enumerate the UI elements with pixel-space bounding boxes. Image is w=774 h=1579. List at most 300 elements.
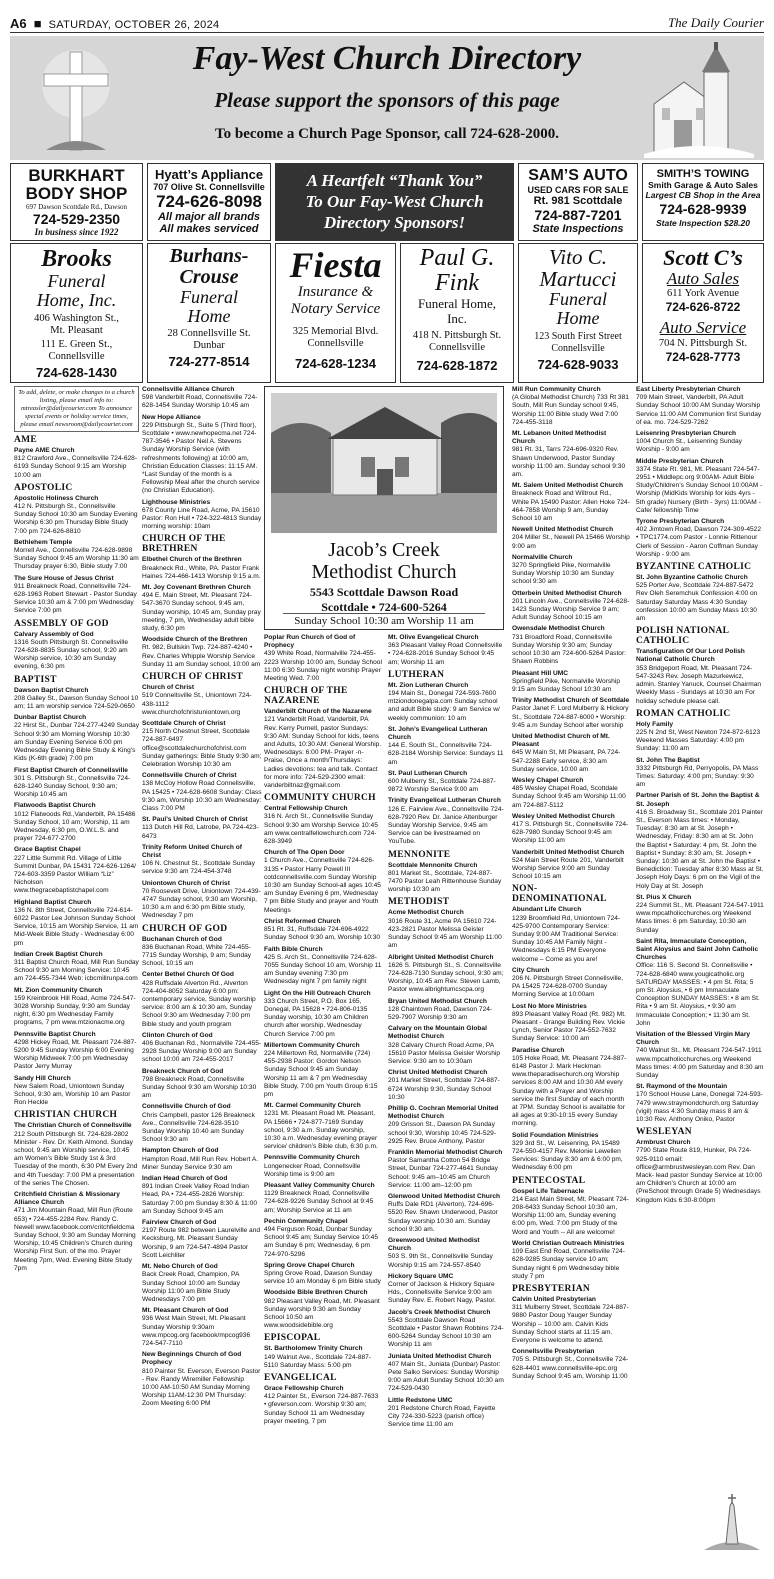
church-listing (512, 1296, 630, 1345)
scott-name: Scott C’s (663, 245, 743, 270)
church-name: The Sure House of Jesus Christ (14, 574, 114, 582)
church-listing (14, 1031, 139, 1072)
scott-line-2: Auto Sales (666, 269, 740, 288)
church-name: Buchanan Church of God (142, 935, 222, 943)
church-details: Breakneck Rd., White, PA. Pastor Frank Haines 724-466-1413 Worship 9:15 a.m. (142, 564, 261, 580)
jacobs-creek-divider (283, 613, 485, 614)
brooks-ad (10, 243, 143, 383)
church-listing (636, 1083, 764, 1124)
church-listing (512, 1188, 630, 1237)
church-name: Solid Foundation Ministries (512, 1131, 599, 1139)
church-details: 1 Church Ave., Connellsville 724-626-3135 • Pastor Harry Powell III cotdconnellsville.com Sunday Worship 10:30 am Sunday School-all ages 10:45 am Sunday Evening 6 pm, Wednesday 7 pm Bible Study and prayer and Youth Meetings (264, 857, 381, 914)
church-name: Mt. Pleasant Church of God (142, 1307, 229, 1315)
church-name: Visitation of the Blessed Virgin Mary Church (636, 1031, 751, 1047)
church-name: Partner Parish of St. John the Baptist & St. Joseph (636, 792, 760, 808)
thank-you-ad (275, 163, 514, 241)
church-name: Calvary Assembly of God (14, 630, 94, 638)
church-details: 705 S. Pittsburgh St., Connellsville 724-628-4401 www.connellsville-epc.org Sunday School 9:45 am, Worship 11:00 (512, 1356, 629, 1380)
church-details: 363 Pleasant Valley Road Connellsville • 724-628-2016 Sunday School 9:45 am; Worship 11 am (388, 642, 503, 666)
church-details: 812 Crawford Ave., Connellsville 724-628-6193 Sunday School 9:15 am Worship 10:00 am (14, 455, 138, 479)
smith-tagline: State Inspection $28.20 (655, 218, 750, 228)
church-listing (142, 1307, 262, 1348)
church-listing (512, 482, 630, 523)
church-details: 214 East Main Street, Mt. Pleasant 724-208-6433 Sunday School 10:30 am, Worship 11:00 am, Sunday evening 6:00 pm, Wed. 7:00 pm Study of the Word and Youth -- All are welcome! (512, 1195, 629, 1236)
scott-phone-2: 724-628-7773 (665, 350, 741, 364)
brooks-address-2: Mt. Pleasant (50, 325, 103, 336)
church-listing (512, 430, 630, 479)
directory-title: Fay-West Church Directory (192, 40, 582, 77)
church-name: Church of The Open Door (264, 849, 345, 857)
church-name: Mt. Joy Covenant Brethren Church (142, 584, 251, 592)
section-heading: CHURCH OF THE NAZARENE (264, 686, 348, 707)
church-listing (14, 539, 139, 572)
church-name: Newell United Methodist Church (512, 526, 614, 534)
church-listing (14, 1075, 139, 1108)
section-heading: ASSEMBLY OF GOD (14, 618, 109, 629)
church-listing (388, 1273, 504, 1306)
church-details: Corner of Jackson & Hickory Square Hds., Connellsville Service 9:00 am Sunday Rev. E. Robert Nagy, Pastor. (388, 1281, 496, 1305)
church-name: Indian Creek Baptist Church (14, 950, 103, 958)
brooks-name: Brooks (41, 246, 112, 272)
church-name: St. John Byzantine Catholic Church (636, 574, 748, 582)
church-details: 3332 Pittsburgh Rd, Perryopolis, PA Mass Times: Saturday: 4:00 pm; Sunday: 9:30 am (636, 764, 759, 789)
church-listing (388, 1105, 504, 1146)
vito-name: Vito C. (549, 245, 607, 269)
church-details: Office: 116 S. Second St. Connellsville • 724-628-6840 www.yougicatholic.org SATURDAY MASSES: • 4 pm St. Rita; 5 pm St. Aloysius, • 6 pm Immaculate Conception SUNDAY MASSES: • 8 am St. Rita • 9 am St. Aloysius, • 9:30 am Immaculate Conception; • 11:30 am St. John (636, 962, 760, 1027)
church-listing (636, 894, 764, 935)
church-listing (142, 880, 262, 921)
church-listing (388, 954, 504, 995)
church-name: Franklin Memorial Methodist Church (388, 1148, 503, 1156)
church-details: 709 Main Street, Vanderbilt, PA Adult Sunday School 10:00 AM Sunday Worship Service 11:00 AM Communion first Sunday of ea. mo. 724-529-7262 (636, 394, 762, 426)
church-listing (264, 1218, 382, 1259)
paulg-line-4: Inc. (447, 311, 467, 326)
church-name: Uniontown Church of Christ (142, 879, 230, 887)
church-listing (512, 590, 630, 623)
church-details: 121 Vanderbilt Road, Vanderbilt, PA Rev. Kerry Purnell, pastor Sundays: 9:30 AM: Sunday School for kids, teens and Adults, 10:30 AM: General Worship. Wednesdays: 6:00 PM- Prayer -n- Praise, Once a month/Thursdays: Ladies devotions: tea and talk. Contact for more info: 724-529-2300 email: vanderbiltnaz@gmail.com (264, 716, 382, 790)
church-details: 485 Wesley Chapel Road, Scottdale Sunday School 9:45 am Worship 11:00 am 724-887-5112 (512, 785, 626, 809)
church-listing (636, 1139, 764, 1205)
church-details: 353 Bridgeport Road, Mt. Pleasant 724-547-3243 Rev. Joseph Mazurkewicz, admin. Stanley Yanuck, Counsel Chairman Weekly Mass - Sundays at 10:30 am For holiday schedule please call. (636, 664, 762, 705)
hyatt-line-2: All makes serviced (159, 223, 259, 235)
church-listing (636, 574, 764, 623)
section-heading: PENTECOSTAL (512, 1175, 586, 1186)
church-name: Calvary on the Mountain Global Methodist Church (388, 1025, 487, 1041)
church-details: 503 S. 9th St., Connellsville Sunday Worship 9:15 am 724-557-8540 (388, 1253, 493, 1269)
church-listing (14, 575, 139, 616)
church-details: 494 Ferguson Road, Dunbar Sunday School 9:45 am; Sunday Service 10:45 am Sunday 6 pm; Wednesday, 6 pm 724-970-5296 (264, 1226, 378, 1258)
church-name: Mt. Nebo Church of God (142, 1263, 218, 1271)
church-listing (512, 1003, 630, 1044)
burkhart-tagline: In business since 1922 (34, 227, 119, 237)
section-heading: CHURCH OF THE BRETHREN (142, 534, 226, 555)
church-listing (636, 938, 764, 1028)
newspaper-name: The Daily Courier (667, 15, 764, 30)
sponsor-row-2 (10, 243, 764, 383)
church-name: New Beginnings Church of God Prophecy (142, 1351, 242, 1367)
church-name: Calvin United Presbyterian (512, 1295, 596, 1303)
church-listing (142, 1068, 262, 1101)
section-heading: BAPTIST (14, 674, 57, 685)
church-listing (142, 720, 262, 769)
church-details: 170 School House Lane, Donegal 724-593-7479 www.straymondchurch.org Saturday (vigil) mass 4:30 Sunday mass 8 am & 10:30 Rev. Anthony Oniko, Pastor (636, 1091, 763, 1124)
section-heading: LUTHERAN (388, 669, 445, 680)
listing-column-4 (388, 634, 504, 1576)
church-name: Poplar Run Church of God of Prophecy (264, 634, 356, 650)
smith-line-1: Smith Garage & Auto Sales (648, 180, 758, 190)
church-details: 215 North Chestnut Street, Scottdale 724-887-6497 office@scottdalechurchofchrist.com Sunday gatherings: Bible Study 9:30 am; Celebration Worship 10:30 am (142, 728, 262, 768)
page-date: SATURDAY, OCTOBER 26, 2024 (48, 18, 220, 31)
church-listing (14, 899, 139, 948)
church-details: Morrell Ave., Connellsville 724-628-9898 Sunday School 9:45 am Worship 11:30 am Thursday prayer 6:30, Bible study 7:00 (14, 547, 139, 571)
church-name: Trinity Methodist Church of Scottdale (512, 697, 630, 705)
church-name: Transfiguration Of Our Lord Polish National Catholic Church (636, 648, 745, 664)
section-heading: CHURCH OF CHRIST (142, 672, 244, 683)
hyatt-name: Hyatt’s Appliance (154, 167, 264, 182)
church-name: Dunbar Baptist Church (14, 714, 87, 722)
church-listing (142, 1219, 262, 1260)
church-details: 225 N 2nd St, West Newton 724-872-6123 Weekend Masses Saturday: 4:00 pm Sunday: 11:00 am (636, 728, 761, 753)
church-details: 412 Painter St., Everson 724-887-7633 • gfeverson.com. Worship 9:30 am; Sunday School 11 am Wednesday prayer meeting, 7 pm (264, 1393, 379, 1425)
brooks-line-2: Funeral (47, 271, 106, 291)
smith-line-2: Largest CB Shop in the Area (645, 190, 761, 200)
church-listing (264, 1042, 382, 1099)
church-details: 113 Dutch Hill Rd, Latrobe, PA 724-423-6473 (142, 824, 259, 840)
church-listing (512, 777, 630, 810)
church-details: 678 County Line Road, Acme, PA 15610 Pastor: Ron Hull • 724-322-4813 Sunday morning worship: 10am (142, 506, 262, 531)
sams-tagline: State Inspections (532, 223, 624, 235)
church-details: 301 S. Pittsburgh St., Connellsville 724-628-1240 Sunday School, 9:30 am; Worship 10:45 am (14, 774, 131, 799)
church-details: 425 S. Arch St., Connellsville 724-628-7055 Sunday School 10 am, Worship 11 am Sunday evening 7:30 pm Wednesday night 7 pm family night (264, 953, 382, 986)
church-listing (264, 1154, 382, 1179)
church-details: 1129 Breakneck Road, Connellsville 724-628-9226 Sunday School at 9:45 am; Worship Service at 11 am (264, 1190, 374, 1214)
church-details: 136 N. 8th Street, Connellsville 724-614-6022 Pastor Lee Johnson Sunday School Service, 10:15 am Worship Service, 11 am Mid-Week Bible Study - Wednesday 6:00 pm (14, 906, 139, 947)
church-listing (142, 556, 262, 581)
church-name: Albright United Methodist Church (388, 953, 494, 961)
church-listing (142, 499, 262, 532)
paulg-line-3: Funeral Home, (418, 296, 496, 311)
section-heading: NON-DENOMINATIONAL (512, 884, 607, 905)
church-details: Breakneck Road and Wiltrout Rd., White PA 15490 Pastor: Allen Hoke 724-464-7858 Worship 9 am, Sunday School 10 am (512, 490, 630, 523)
church-listing (512, 1047, 630, 1129)
page-info (10, 16, 219, 31)
church-details: 224 Millertown Rd, Normalville (724) 455-2938 Pastor: Gordon Nelson Sunday School 9:45 am Sunday Worship 11 am & 7 pm Wednesday Bible Study, 7:00 pm Youth Group 6:15 pm (264, 1049, 378, 1098)
church-name: Pechin Community Chapel (264, 1217, 348, 1225)
church-name: Little Redstone UMC (388, 1396, 453, 1404)
church-listing (512, 670, 630, 695)
church-listing (512, 967, 630, 1000)
church-details: 109 East End Road, Connellsville 724-628-9285 Sunday service 10 am; Sunday night 6 pm Wednesday bible study 7 pm (512, 1248, 625, 1280)
church-name: Woodside Bible Brethren Church (264, 1289, 368, 1297)
church-name: Mt. Lebanon United Methodist Church (512, 430, 607, 446)
burhans-address-2: Dunbar (193, 340, 225, 351)
church-name: Armbrust Church (636, 1139, 691, 1147)
church-listing (14, 1191, 139, 1273)
church-name: St. John’s Evangelical Lutheran Church (388, 725, 488, 742)
church-details: 229 Pittsburgh St., Suite 5 (Third floor), Scottdale • www.newhopecma.net 724-787-3546 • Pastor Neil A. Stevens Sunday Worship Service (with refreshments following) at 10:00 am, Christian Education Classes: 11:15 AM. *Last Sunday of the month is a Fellowship Meal after the church service (no Christian Education). (142, 421, 260, 495)
listing-note: To add, delete, or make changes to a church listing, please email info to: mtreasler@dailycourier.com To announce special events or holiday service times, please email newsroom@dailycourier.com (14, 386, 139, 432)
church-name: St. Pius X Church (636, 893, 692, 901)
church-name: St. Paul’s United Church of Christ (142, 816, 248, 824)
church-listing (142, 684, 262, 717)
church-details: 439 White Road, Normalville 724-455-2223 Worship 10:00 am, Sunday School 11:00 6:30 Sunday night worship Prayer Meeting Wed. 7:00 (264, 650, 382, 683)
church-listing (142, 971, 262, 1028)
church-details: 3016 Route 31, Acme PA 15610 724-423-2821 Pastor Melissa Geisler Sunday School 9:45 am Worship 11:00 am (388, 917, 502, 950)
church-details: 194 Main St., Donegal 724-593-7600 mtziondonegalpa.com Sunday school and adult Bible study: 9 am Service w/ weekly communion: 10 am (388, 690, 500, 722)
church-name: Glenwood United Methodist Church (388, 1192, 501, 1200)
church-name: Light On the Hill Outreach Church (264, 989, 371, 997)
church-details: (A Global Methodist Church) 733 Rt 381 South, Mill Run Sunday school 9:45, Worship 11:00 Bible study Wed 7:00 724-455-3118 (512, 394, 629, 426)
church-name: Dawson Baptist Church (14, 686, 89, 694)
vito-line-3: Funeral (549, 289, 607, 309)
church-details: 598 Vanderbilt Road, Connellsville 724-628-1454 Sunday Worship 10:45 am (142, 394, 258, 410)
church-listing (142, 844, 262, 877)
church-listing (264, 1289, 382, 1330)
paulg-line-2: Fink (435, 270, 479, 296)
church-listing (14, 495, 139, 536)
sponsor-phone-line: To become a Church Page Sponsor, call 724-628-2000. (214, 126, 560, 142)
church-name: Abundant Life Church (512, 906, 582, 914)
church-name: Trinity Reform United Church of Christ (142, 843, 243, 859)
church-details: 416 S. Broadway St., Scottdale 201 Painter St., Everson Mass times: • Monday, Tuesday: 8:30 am at St. Joseph • Wednesday, Friday: 8:30 am at St. John the Baptist • Saturday: 4 pm, St. John the Baptist • Sunday: 8:30 am, St. Joseph • Sunday: 10:30 am at St. John the Baptist • Benediction: Tuesday after 8:30 Mass at St. Joseph Holy Days: 6 pm on the Vigil of the Holy Day at St. Joseph (636, 808, 764, 890)
fiesta-phone: 724-628-1234 (295, 356, 376, 371)
church-listing (264, 849, 382, 915)
scott-address-1: 611 York Avenue (666, 288, 740, 299)
burhans-name: Burhans- (169, 245, 249, 267)
church-listing (14, 687, 139, 712)
section-heading: BYZANTINE CATHOLIC (636, 562, 752, 573)
church-details: 645 W Main St, Mt Pleasant, PA 724-547-2288 Early service, 8:30 am Sunday service, 10:00 am (512, 749, 621, 773)
church-name: Clinton Church of God (142, 1031, 213, 1039)
church-details: 201 Lincoln Ave., Connellsville 724-628-1423 Sunday Worship Service 9 am; Adult Sunday School 10:15 am (512, 597, 630, 622)
brooks-phone: 724-628-1430 (36, 365, 117, 380)
section-heading: EVANGELICAL (264, 1373, 337, 1384)
church-listing (264, 708, 382, 790)
jacobs-creek-name-1: Jacob’s Creek (328, 539, 440, 561)
church-details: 525 Porter Ave, Scottdale 724-887-5472 Rev Oleh Seremchuk Confession 4:00 on Saturday Saturday Mass 4:30 Sunday confession 10:00 am Sunday Mass 10:30 am (636, 582, 758, 623)
brooks-address-1: 406 Washington St., (34, 313, 119, 324)
church-name: First Baptist Church of Connellsville (14, 766, 128, 774)
church-name: Grace Baptist Chapel (14, 846, 81, 854)
church-listing (14, 714, 139, 763)
church-name: Christ Reformed Church (264, 917, 341, 925)
church-details: Springfield Pike, Normalville Worship 9:15 am Sunday School 10:30 am (512, 677, 620, 693)
church-name: Bethlehem Temple (14, 538, 73, 546)
church-listing (636, 792, 764, 890)
church-photo-icon (271, 393, 497, 533)
church-name: Jacob’s Creek Methodist Church (388, 1308, 491, 1316)
section-heading: METHODIST (388, 897, 450, 908)
church-listing (14, 767, 139, 800)
church-details: 106 N. Chestnut St., Scottdale Sunday service 9:30 am 724-454-3748 (142, 860, 255, 876)
burhans-line-2: Crouse (179, 266, 239, 288)
church-listing (142, 1103, 262, 1144)
church-name: Lighthouse Ministries (142, 498, 211, 506)
burkhart-phone: 724-529-2350 (32, 211, 121, 227)
fiesta-line-3: Notary Service (290, 301, 381, 317)
church-details: 1316 South Pittsburgh St. Connellsville 724-628-8835 Sunday school, 9:20 am Worship service, 10:30 am Sunday evening, 6:30 pm (14, 638, 128, 671)
church-listing (14, 631, 139, 672)
scott-address-2: 704 N. Pittsburgh St. (658, 338, 748, 349)
listing-column-2 (142, 386, 262, 1576)
church-details: 3374 State Rt. 981, Mt. Pleasant 724-547-2951 • Middlepc.org 9:00AM- Adult Bible Study/Children’s Sunday School 10:00AM - Worship (MidKids Worship for kids 4yrs - 5th grade) Nursery (Birth - 3yrs) 11:00AM - Cafe/ fellowship Time (636, 465, 763, 514)
church-details: 311 Mulberry Street, Scottdale 724-887-9880 Pastor Doug Yauger Sunday Worship -- 10:00 am. Calvin Kids Sunday School starts at 11:15 am. Everyone is welcome to attend. (512, 1304, 629, 1344)
church-details: 311 Baptist Church Road, Mill Run Sunday School 9:30 am Morning Service: 10:45 am 724-455-7344 Web: icbcmillrunpa.com (14, 958, 139, 983)
church-listing (388, 862, 504, 895)
fiesta-name: Fiesta (289, 245, 382, 285)
jacobs-creek-address (265, 585, 503, 615)
listing-column-5 (512, 386, 630, 1576)
church-name: Otterbein United Methodist Church (512, 589, 622, 597)
brooks-line-3: Home, Inc. (36, 290, 117, 310)
church-details: 836 Buchanan Road, White 724-455-7715 Sunday Worship, 9 am; Sunday School, 10:15 am (142, 943, 252, 968)
jacobs-creek-street: 5543 Scottdale Dawson Road (309, 585, 459, 599)
church-listing (636, 721, 764, 754)
church-name: Saint Rita, Immaculate Conception, Saint Aloysius and Saint John Catholic Churches (636, 937, 759, 962)
church-name: Mt. Carmel Community Church (264, 1102, 361, 1110)
church-name: Middle Presbyterian Church (636, 457, 724, 465)
church-name: United Methodist Church of Mt. Pleasant (512, 732, 610, 749)
church-details: 519 Connellsville St., Uniontown 724-438-1112 www.churchofchristuniontown.org (142, 692, 252, 716)
section-heading: CHRISTIAN CHURCH (14, 1110, 118, 1121)
church-name: New Hope Alliance (142, 413, 201, 421)
vito-address-1: 123 South First Street (534, 331, 622, 342)
church-name: Faith Bible Church (264, 945, 323, 953)
burhans-address-1: 28 Connellsville St. (167, 328, 251, 339)
smith-name: SMITH’S TOWING (656, 168, 750, 180)
church-details: 982 Pleasant Valley Road, Mt. Pleasant Sunday worship 9:30 am Sunday School 10:50 am www.woodsidebible.org (264, 1297, 380, 1330)
church-listing (512, 386, 630, 427)
fiesta-address-1: 325 Memorial Blvd. (292, 326, 379, 337)
church-name: Fairview Church of God (142, 1219, 217, 1227)
church-listing (264, 918, 382, 943)
church-name: Spring Grove Chapel Church (264, 1261, 355, 1269)
church-listing (14, 846, 139, 895)
church-name: Millertown Community Church (264, 1041, 360, 1049)
church-name: Connellsville Presbyterian (512, 1348, 595, 1356)
church-details: 936 West Main Street, Mt. Pleasant Sunday Worship 9:30am www.mpcog.org facebook/mpcog936 724-547-7110 (142, 1315, 251, 1347)
church-listing (512, 1240, 630, 1281)
vito-phone: 724-628-9033 (537, 357, 619, 372)
church-details: 798 Breakneck Road, Connellsville Sunday School 9:30 am Worship 10:30 am (142, 1075, 257, 1100)
church-details: 600 Mulberry St., Scottdale 724-887-9872 Worship Service 9:00 am (388, 778, 496, 794)
church-name: Critchfield Christian & Missionary Alliance Church (14, 1191, 120, 1207)
church-details: 471 Jim Mountain Road, Mill Run (Route 653) • 724-455-2284 Rev. Randy C. Newell www.facebook.com/critchfieldcma Sunday School, 9:30 am Sunday Morning Worship, 10:45 Children’s Church during Worship First Sun. of the mo. Prayer Meeting 7pm, Wed. Evening Bible Study 7pm (14, 1207, 136, 1272)
church-listing (388, 1397, 504, 1430)
church-details: 126 E. Fairview Ave., Connellsville 724-628-7920 Rev. Dr. Janice Altenburger Sunday Worship Service, 9:45 am Service can be livestreamed on YouTube. (388, 805, 504, 846)
church-listing (388, 998, 504, 1023)
church-details: 333 Church Street, P.O. Box 165, Donegal, PA 15628 • 724-806-0135 Sunday worship, 10:30 am Children church after worship. Wednesday Church Service 7:00 pm (264, 997, 369, 1038)
church-details: 851 Rt. 31, Ruffsdale 724-696-4922 Sunday School 9:30 am, Worship 10:30 (264, 926, 381, 942)
church-name: Connellsville Church of Christ (142, 772, 237, 780)
sams-line-1: USED CARS FOR SALE (527, 185, 629, 195)
church-listing (636, 430, 764, 455)
church-listing (264, 990, 382, 1039)
church-details: 407 Main St., Juniata (Dunbar) Pastor: Pete Salko Services: Sunday Worship 9:00 am Adult Sunday School 10:30 am 724-529-0430 (388, 1360, 504, 1393)
jacobs-creek-hours: Sunday School 10:30 am Worship 11 am (294, 615, 474, 627)
church-listing (388, 770, 504, 795)
church-details: 406 Buchanan Rd., Normalville 724-455-2928 Sunday Worship 9:00 am Sunday school 10:00 am 724-455-2017 (142, 1040, 262, 1064)
hyatt-line-1: All major all brands (157, 211, 261, 223)
church-name: St. Raymond of the Mountain (636, 1083, 728, 1091)
church-details: 159 Kreinbrook Hill Road, Acme 724-547-3028 Worship Sunday, 9:30 am Sunday night, 6:30 pm Wednesday Family programs, 7 pm www.mtzionacme.org (14, 994, 136, 1027)
church-details: Chris Campbell, pastor 126 Breakneck Ave., Connellsville 724-628-3510 Sunday Worship 10:40 am Sunday School 9:30 am (142, 1111, 255, 1144)
church-listing (264, 946, 382, 987)
church-listing (264, 634, 382, 683)
church-details: 810 Painter St. Everson, Everson Pastor - Rev. Randy Wiremiller Fellowship 10:00 AM-10:50 AM Sunday Morning Worship 11AM-12:30 PM Thursday: Zoom Meeting 6:00 PM (142, 1367, 261, 1408)
church-details: 801 Market St., Scottdale, 724-887-7470 Pastor Leah Rittenhouse Sunday worship 10:30 am (388, 869, 502, 894)
church-listing (636, 386, 764, 427)
church-listing (512, 1132, 630, 1173)
church-name: Vanderbilt Church of the Nazarene (264, 708, 372, 716)
church-details: Rt. 982, Bullskin Twp. 724-887-4240 • Rev. Charles Whipple Worship Service Sunday 11 am Sunday school, 10:00 am (142, 644, 261, 668)
vito-martucci-ad (518, 243, 638, 383)
church-name: Wesley United Methodist Church (512, 812, 615, 820)
church-name: Paradise Church (512, 1046, 565, 1054)
section-heading: APOSTOLIC (14, 482, 73, 493)
church-listing (388, 909, 504, 950)
vito-address-2: Connellsville (551, 343, 605, 354)
hyatt-address: 707 Olive St. Connellsville (153, 182, 265, 192)
church-details: 329 3rd St., W. Leisenring, PA 15489 724-550-4157 Rev. Melonie Lewellen Services: Sunday 8:30 am & 6:00 pm, Wednesday 6:00 pm (512, 1139, 623, 1172)
square-bullet-icon: ■ (33, 15, 42, 31)
church-name: Normalville Church (512, 553, 573, 561)
church-name: Grace Fellowship Church (264, 1385, 344, 1393)
church-details: 5543 Scottdale Dawson Road Scottdale • Pastor Shawn Robbins 724-600-5264 Sunday School 10:30 am Worship 11 am (388, 1316, 504, 1349)
church-name: Church of Christ (142, 684, 195, 692)
church-details: 494 E. Main Street, Mt. Pleasant 724-547-3670 Sunday school, 9:45 am, Sunday worship, 10:45 am, Sunday pray meeting, 7 pm, Wednesday adult bible study, 6:30 pm (142, 592, 261, 633)
section-heading: AME (14, 435, 38, 445)
sams-line-2: Rt. 981 Scottdale (533, 195, 623, 207)
church-name: Center Bethel Church Of God (142, 971, 234, 979)
church-name: Wesley Chapel Church (512, 776, 584, 784)
church-listing (142, 816, 262, 841)
church-details: 2197 Route 982 between Laurelville and Kecksburg, Mt. Pleasant Sunday Worship, 9 am 724-547-4894 Pastor Scott Leichliter (142, 1227, 261, 1259)
church-listing (512, 906, 630, 963)
church-name: Vanderbilt United Methodist Church (512, 848, 625, 856)
church-name: Scottdale Church of Christ (142, 719, 226, 727)
burhans-line-3: Funeral (180, 287, 238, 307)
church-details: 227 Little Summit Rd. Village of Little Summit Dunbar, PA 15431 724-626-1264/ 724-603-3359 Pastor William “Liz” Nicholson www.thegracebaptistchapel.com (14, 854, 136, 895)
church-name: Pennsville Baptist Church (14, 1030, 96, 1038)
church-name: Gospel Life Tabernacle (512, 1187, 585, 1195)
church-name: Hampton Church of God (142, 1147, 219, 1155)
church-details: Pastor Janet F. Lord Mulberry & Hickory St., Scottdale 724-887-6000 • Worship: 9:45 a.m Sunday School after worship (512, 705, 629, 729)
section-heading: WESLEYAN (636, 1127, 692, 1138)
church-listing (142, 386, 262, 411)
church-details: 7790 State Route 819, Hunker, PA 724-925-9110 email: office@armbrustwesleyan.com Rev. Dan Mack- lead pastor Sunday Service at 10:00 am Children’s Church at 10:00 am (PreSchool through Grade 5) Wednesdays Kingdom Kids 6:30-8:00pm (636, 1147, 763, 1204)
church-listing (142, 636, 262, 669)
scott-line-3: Auto Service (659, 318, 747, 337)
church-name: Flatwoods Baptist Church (14, 802, 96, 810)
church-listing (142, 1351, 262, 1408)
listing-column-6 (636, 386, 764, 1576)
church-details: 212 South Pittsburgh St. 724-628-2802 Minister - Rev. Dr. Keith Almond. Sunday school, 9:45 am Worship service, 10:45 am Women’s Bible Study 1st & 3rd Tuesday of the month, 6:30 PM Every 2nd and 4th Tuesday: 7:00 PM a presentation of the series The Chosen. (14, 1130, 138, 1187)
church-details: 524 Main Street Route 201, Vanderbilt Worship Service 9:00 am Sunday School 10:15 am (512, 856, 624, 881)
church-listing (388, 1025, 504, 1066)
church-details: Spring Grove Road, Dawson Sunday service 10 am Monday 6 pm Bible study (264, 1270, 381, 1286)
church-details: 22 Hirst St., Dunbar 724-277-4249 Sunday School 9:30 am Morning Worship 10:30 am Sunday Evening Service 6:00 pm Wednesday Evening Bible Study & King’s Kids (K-6th grade) 7:00 pm (14, 722, 139, 763)
church-listing (636, 648, 764, 705)
church-listing (512, 697, 630, 730)
hyatt-phone: 724-626-8098 (156, 192, 262, 211)
church-details: 208 Galley St., Dawson Sunday School 10 am; 11 am worship service 724-529-0650 (14, 694, 139, 711)
brooks-address-3: 111 E. Green St., (40, 339, 113, 350)
paul-fink-ad (400, 243, 514, 383)
sams-auto-ad (518, 163, 638, 241)
fiesta-address-2: Connellsville (307, 338, 364, 349)
church-name: Lost No More Ministries (512, 1002, 587, 1010)
